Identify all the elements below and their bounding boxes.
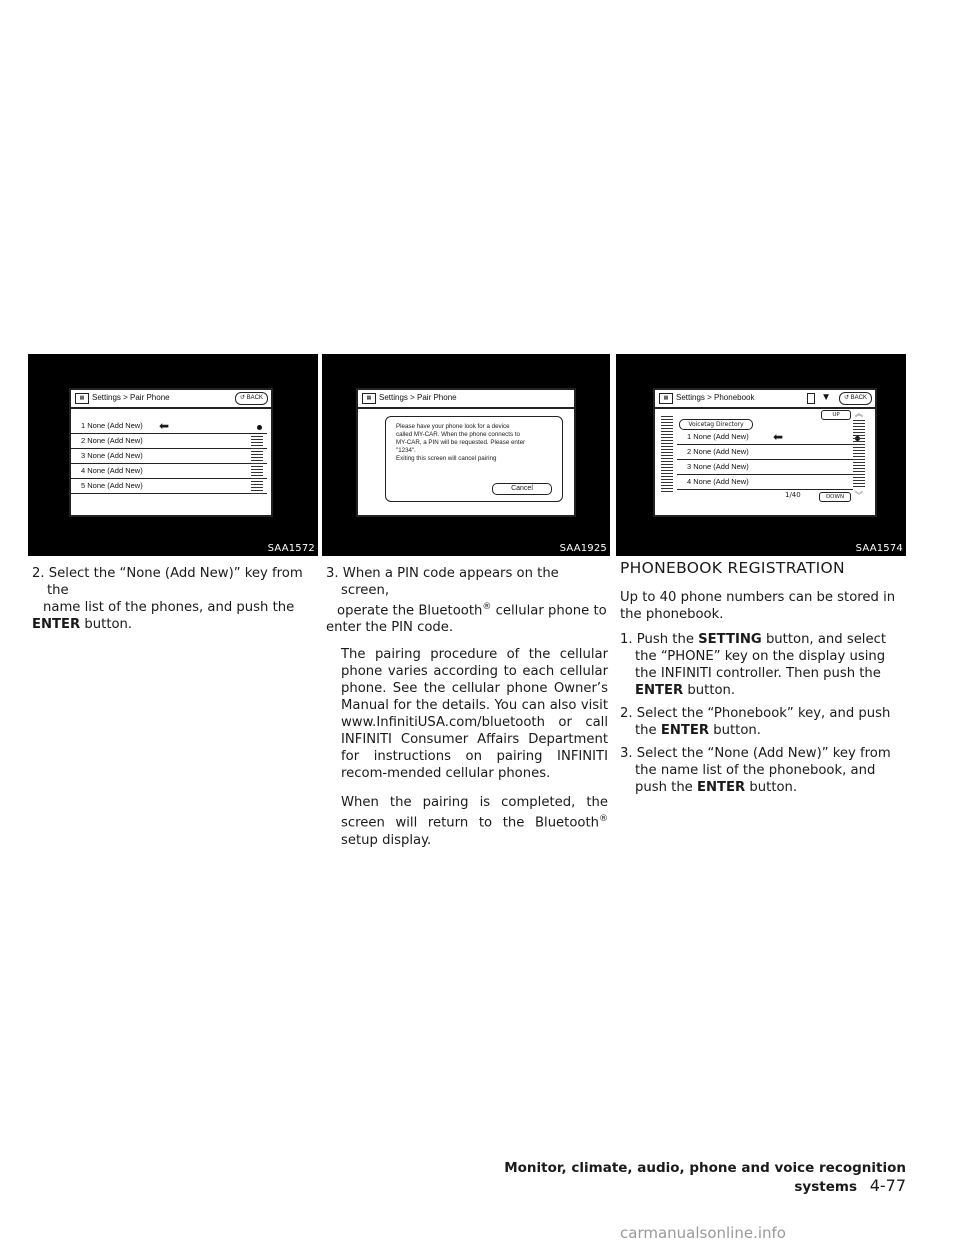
column-1 [32,565,316,639]
arrow-left-icon: ⬅ [773,430,784,444]
list-item: 1 None (Add New) [677,430,853,445]
figure-phonebook [616,354,906,556]
screen-title-bar [71,390,271,409]
scroll-scale-icon [251,436,263,496]
list-item: 2 None (Add New) [677,445,853,460]
intro-paragraph: Up to 40 phone numbers can be stored in the phonebook. [620,590,896,622]
voicetag-directory-key: Voicetag Directory [679,419,753,430]
battery-icon [807,393,815,404]
section-title: Monitor, climate, audio, phone and voice recognition systems [504,1160,906,1195]
column-2 [326,565,608,849]
section-heading: PHONEBOOK REGISTRATION [620,559,845,577]
up-button: UP [821,410,851,420]
scroll-up-icon: ︽ [855,409,863,418]
pair-phone-screen [69,388,273,517]
figure-code: SAA1572 [267,543,315,554]
watermark: carmanualsonline.info [620,1224,786,1242]
arrow-left-icon: ⬅ [159,419,170,433]
pairing-procedure-paragraph: The pairing procedure of the cellular phone varies according to each cellular phone. See the cellular phone Owner’s Manual for the details. You can also visit www.InfinitiUSA.com/bluetooth or call INFINITI Consumer Affairs Department for instructions on pairing INFINITI recom-mended cellular phones. [341,647,608,782]
scroll-down-icon: ︾ [855,491,863,500]
cursor-dot-icon [257,425,262,430]
figure-pair-phone [28,354,318,556]
down-button: DOWN [819,492,851,502]
phonebook-screen [653,388,877,517]
phone-menu-icon: ▦ [75,393,89,404]
list-item: 3 None (Add New) [71,449,267,464]
pin-dialog [385,416,563,502]
back-button: ↺ BACK [235,392,268,405]
step-3-select-none: 3. Select the “None (Add New)” key from the name list of the phonebook, and push the ENTER button. [620,746,891,795]
page-footer [476,1160,906,1195]
list-item: 4 None (Add New) [71,464,267,479]
signal-icon: ▼ [821,392,831,403]
list-item: 5 None (Add New) [71,479,267,494]
step-1-push-setting: 1. Push the SETTING button, and select the “PHONE” key on the display using the INFINITI controller. Then push the ENTER button. [620,632,887,698]
list-item: 2 None (Add New) [71,434,267,449]
back-button: ↺ BACK [839,392,872,405]
step-2-select-phonebook: 2. Select the “Phonebook” key, and push the ENTER button. [620,706,891,738]
screen-title-bar [358,390,574,409]
pairing-complete-paragraph: When the pairing is completed, the screen will return to the Bluetooth® setup display. [341,795,608,848]
figure-code: SAA1925 [559,543,607,554]
phone-menu-icon: ▦ [362,393,376,404]
pin-code-screen [356,388,576,517]
dialog-text: Please have your phone look for a device called MY-CAR. When the phone connects to MY-CAR, a PIN will be requested. Please enter "1234". Exiting this screen will cancel pairing [396,423,526,462]
step-2-select-none: 2. Select the “None (Add New)” key from the name list of the phones, and push the ENTER button. [32,566,303,632]
list-item: 1 None (Add New) [71,419,267,434]
list-item: 4 None (Add New) [677,475,853,490]
scroll-scale-left-icon [661,416,673,496]
page-indicator: 1/40 [785,491,801,499]
scroll-scale-right-icon [853,420,865,492]
screen-title: Settings > Pair Phone [92,393,170,402]
phone-menu-icon: ▦ [659,393,673,404]
list-item: 3 None (Add New) [677,460,853,475]
screen-title: Settings > Phonebook [676,393,755,402]
figure-pin-code [322,354,610,556]
screen-title: Settings > Pair Phone [379,393,457,402]
cancel-button: Cancel [492,483,552,495]
figure-code: SAA1574 [855,543,903,554]
page-number: 4-77 [869,1176,906,1195]
screen-title-bar [655,390,875,409]
column-3 [620,555,904,802]
step-3-pin-code: 3. When a PIN code appears on the screen, operate the Bluetooth® cellular phone to enter the PIN code. [326,566,607,636]
